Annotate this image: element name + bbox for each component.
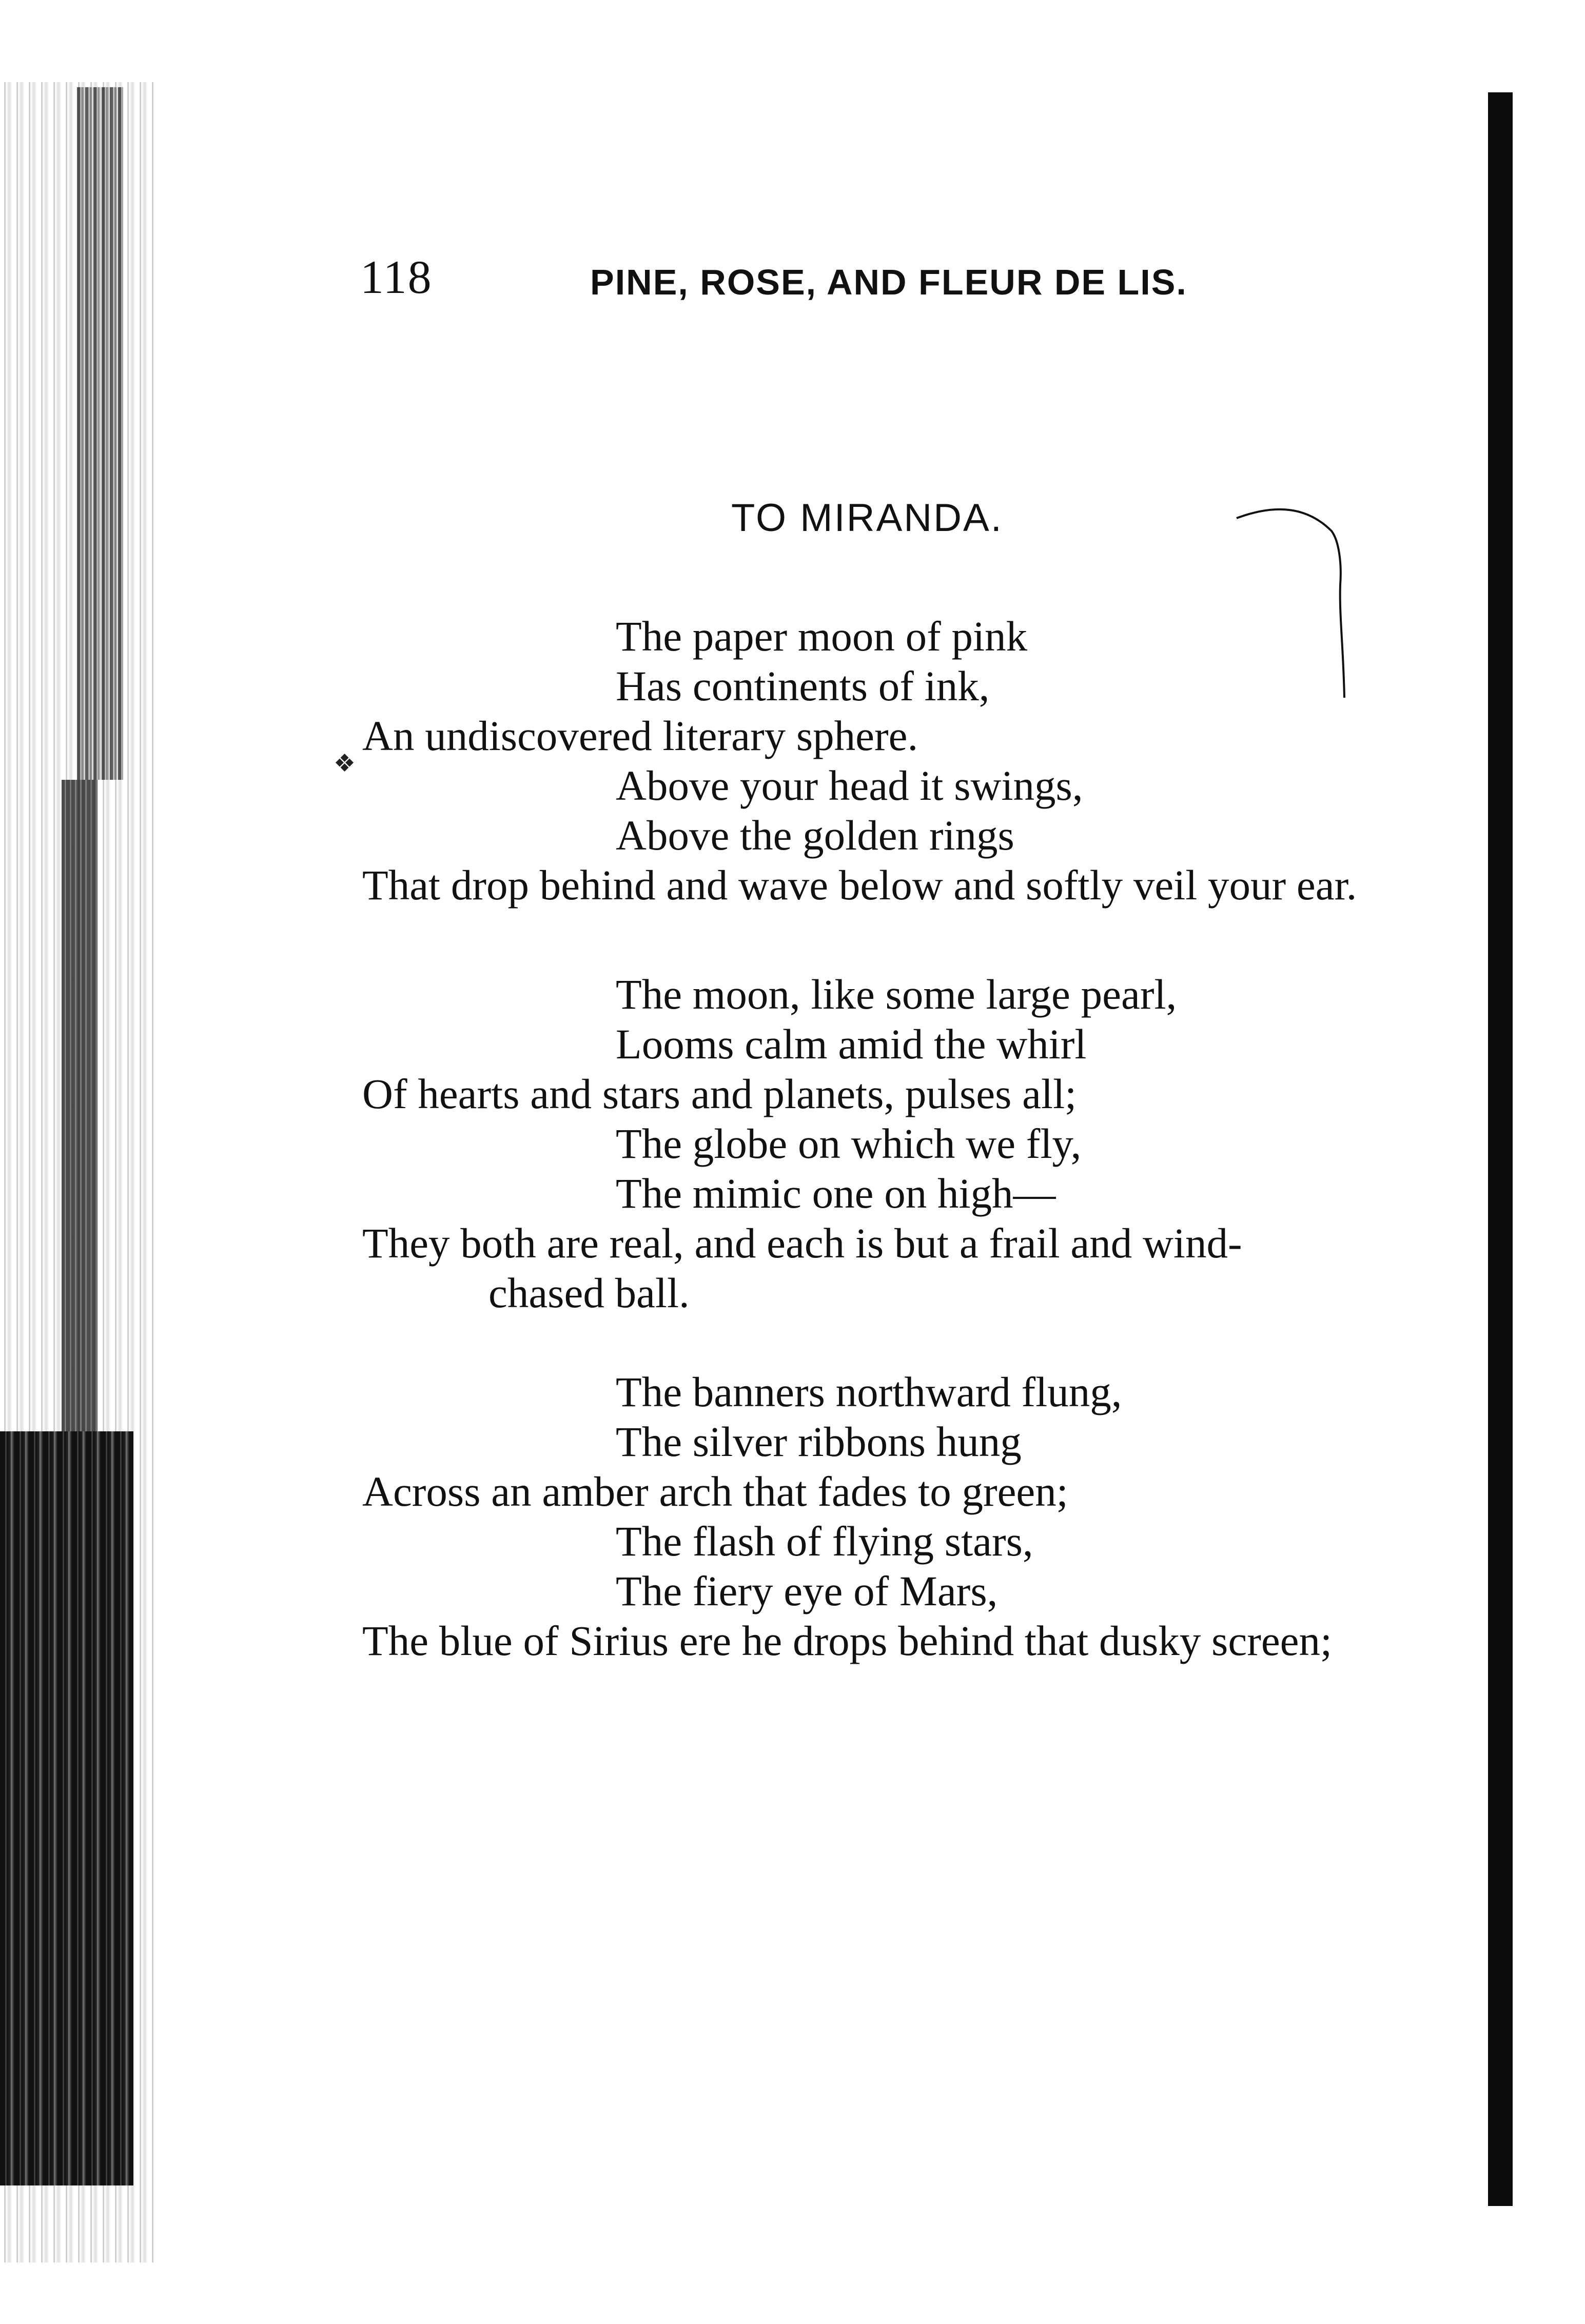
scan-edge-left-middle: [62, 780, 97, 1447]
poem-line: Across an amber arch that fades to green;: [362, 1468, 1068, 1515]
poem-line: They both are real, and each is but a frail and wind-: [362, 1219, 1242, 1267]
poem-line: The silver ribbons hung: [616, 1418, 1022, 1465]
poem-line: The blue of Sirius ere he drops behind that dusky screen;: [362, 1617, 1333, 1664]
poem-line: Has continents of ink,: [616, 662, 990, 710]
poem-line: The fiery eye of Mars,: [616, 1567, 998, 1614]
scan-edge-left-top: [77, 87, 123, 780]
poem-line: That drop behind and wave below and softly veil your ear.: [362, 861, 1357, 909]
running-head: PINE, ROSE, AND FLEUR DE LIS.: [590, 262, 1187, 302]
scan-edge-left-dark: [0, 1431, 133, 2185]
poem-line: The paper moon of pink: [616, 613, 1028, 660]
page-number: 118: [360, 251, 433, 303]
poem-line: The banners northward flung,: [616, 1368, 1122, 1415]
poem-line: Of hearts and stars and planets, pulses all;: [362, 1070, 1077, 1117]
poem-line: The globe on which we fly,: [616, 1120, 1082, 1167]
pencil-mark: [1221, 503, 1375, 708]
ornament-mark: ❖: [334, 750, 356, 777]
scan-edge-right: [1488, 92, 1513, 2206]
poem-line: An undiscovered literary sphere.: [362, 712, 918, 759]
poem-line: The mimic one on high—: [616, 1170, 1056, 1217]
poem-line: Looms calm amid the whirl: [616, 1020, 1087, 1068]
poem-title: TO MIRANDA.: [731, 496, 1003, 540]
poem-line: chased ball.: [488, 1269, 690, 1316]
poem-line: Above your head it swings,: [616, 762, 1083, 809]
poem-line: The moon, like some large pearl,: [616, 971, 1177, 1018]
poem-line: The flash of flying stars,: [616, 1518, 1033, 1565]
poem-line: Above the golden rings: [616, 812, 1014, 859]
